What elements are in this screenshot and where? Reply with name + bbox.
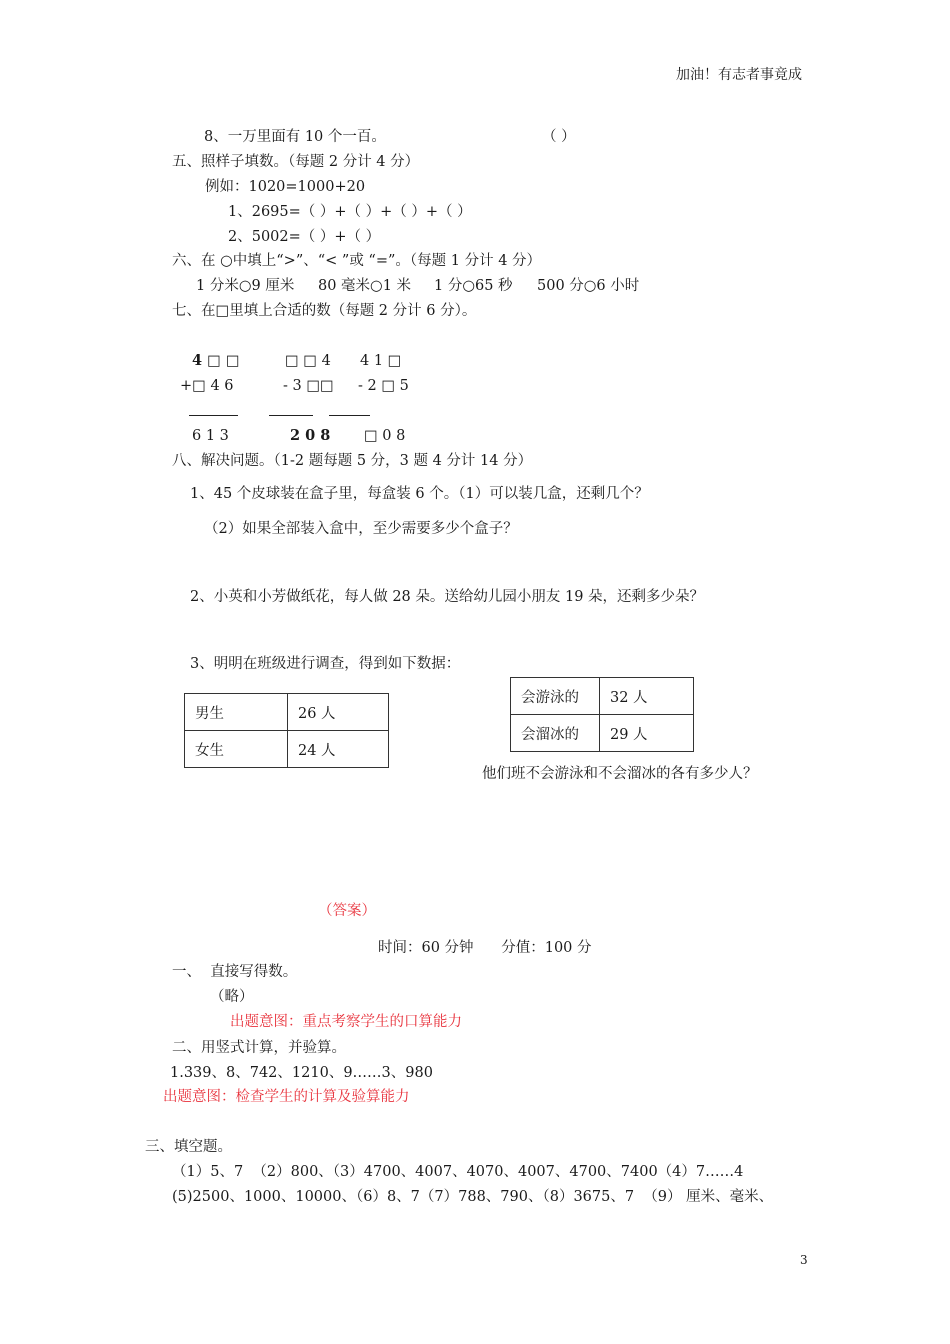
q8-blank: （ ） [542,129,576,145]
answers-s3-line2: (5)2500、1000、10000、（6）8、7（7）788、790、（8）3675、7 （9） 厘米、毫米、 [172,1189,774,1205]
puzzle1-mid: +□ 4 6 [180,378,234,394]
sec8-q2: 2、小英和小芳做纸花，每人做 28 朵。送给幼儿园小朋友 19 朵，还剩多少朵？ [190,589,705,605]
answers-s3-line1: （1）5、7 （2）800、（3）4700、4007、4070、4007、4700、7400（4）7……4 [172,1164,744,1180]
table-cell: 会游泳的 [511,678,600,715]
puzzle2-result: 2 0 8 [290,427,331,444]
sec8-q3-question: 他们班不会游泳和不会溜冰的各有多少人？ [482,766,758,782]
table-cell: 32 人 [600,678,694,715]
sec5-q2: 2、5002=（ ）+（ ） [228,229,381,245]
table-row [185,731,389,768]
sec8-q3: 3、明明在班级进行调查，得到如下数据： [190,656,461,672]
sec6-item: 500 分○6 小时 [537,278,640,294]
table-cell: 24 人 [288,731,389,768]
sec6-item: 80 毫米○1 米 [318,278,412,294]
puzzle1-top: 4 □ □ [192,352,240,369]
table-cell: 男生 [185,694,288,731]
table-row [511,715,694,752]
table-cell: 29 人 [600,715,694,752]
answers-s1-body: （略） [210,989,254,1005]
sec8-title: 八、解决问题。（1-2 题每题 5 分，3 题 4 分计 14 分） [172,453,533,469]
answers-s2-intent: 出题意图：检查学生的计算及验算能力 [163,1089,410,1105]
answers-s1-title: 一、 直接写得数。 [172,964,298,980]
puzzle3-top: 4 1 □ [360,353,402,369]
sec5-q1: 1、2695=（ ）+（ ）+（ ）+（ ） [228,204,472,220]
header-motto: 加油！有志者事竟成 [676,67,802,83]
table-cell: 女生 [185,731,288,768]
puzzle3-rule [329,415,370,416]
gender-table [184,693,389,768]
answers-s1-intent: 出题意图：重点考察学生的口算能力 [230,1014,462,1030]
puzzle3-mid: - 2 □ 5 [358,378,409,394]
sec5-example: 例如：1020=1000+20 [205,179,366,195]
sec7-title: 七、在□里填上合适的数（每题 2 分计 6 分）。 [172,303,477,319]
answers-s2-body: 1.339、8、742、1210、9……3、980 [170,1065,433,1081]
table-cell: 会溜冰的 [511,715,600,752]
answers-title: （答案） [318,903,376,919]
q8-text: 8、一万里面有 10 个一百。 [204,129,386,145]
puzzle1-rule [189,415,238,416]
puzzle1-result: 6 1 3 [192,428,229,444]
page-number: 3 [800,1253,808,1267]
answers-s2-title: 二、用竖式计算，并验算。 [172,1040,346,1056]
sec8-q1a: 1、45 个皮球装在盒子里，每盒装 6 个。（1）可以装几盒，还剩几个？ [190,486,649,502]
puzzle3-result: □ 0 8 [364,428,406,444]
sec8-q1b: （2）如果全部装入盒中，至少需要多少个盒子？ [204,521,518,537]
answers-s3-title: 三、填空题。 [145,1139,232,1155]
puzzle2-rule [269,415,313,416]
puzzle2-top: □ □ 4 [285,353,331,369]
sec6-title: 六、在 ○中填上“>”、“< ”或 “=”。（每题 1 分计 4 分） [172,253,542,269]
puzzle2-mid: - 3 □□ [283,378,334,394]
sec6-item: 1 分米○9 厘米 [196,278,295,294]
sec6-item: 1 分○65 秒 [434,278,513,294]
sec5-title: 五、照样子填数。（每题 2 分计 4 分） [172,154,420,170]
table-row [185,694,389,731]
table-cell: 26 人 [288,694,389,731]
answers-meta: 时间：60 分钟 分值：100 分 [378,940,592,956]
table-row [511,678,694,715]
skills-table [510,677,694,752]
